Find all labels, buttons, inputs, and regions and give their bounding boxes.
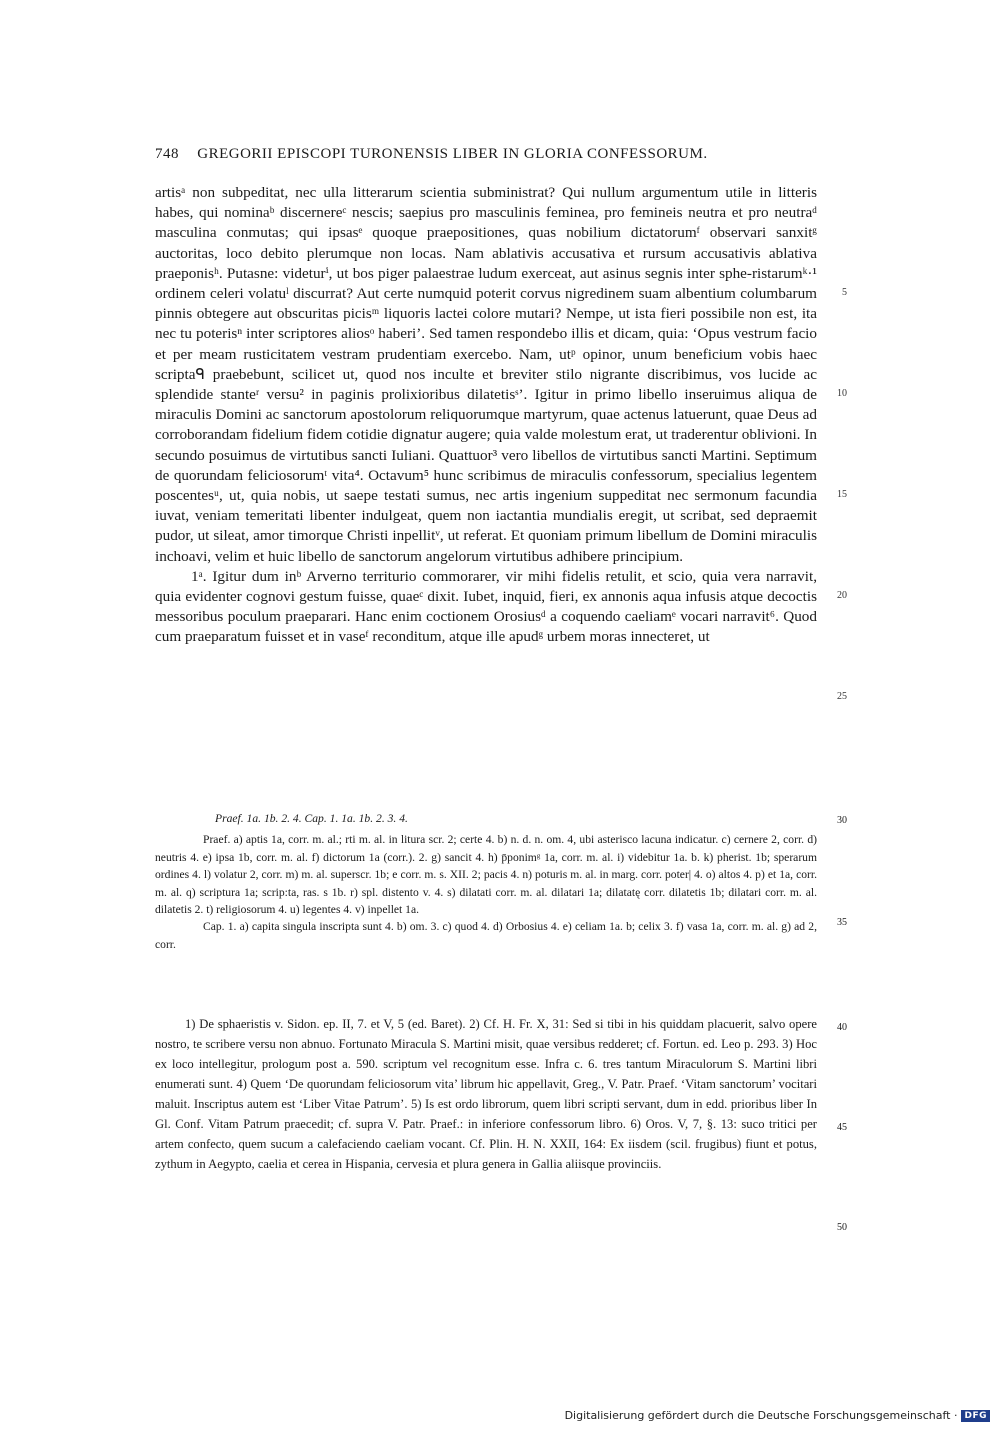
digitization-credit — [565, 1409, 990, 1422]
credit-text: Digitalisierung gefördert durch die Deutsche Forschungsgemeinschaft · — [564, 1409, 958, 1422]
critical-apparatus — [155, 810, 847, 953]
line-number: 5 — [842, 287, 847, 298]
footnotes — [155, 1014, 847, 1233]
apparatus-index-line: Praef. 1a. 1b. 2. 4. Cap. 1. 1a. 1b. 2. 3. 4. — [215, 812, 408, 825]
apparatus-cap: Cap. 1. a) capita singula inscripta sunt 4. b) om. 3. c) quod 4. d) Orbosius 4. e) celiam 1a. b; celix 3. f) vasa 1a, corr. m. al. g) ad 2, corr. — [155, 920, 817, 951]
page-number: 748 — [155, 146, 179, 162]
running-header — [155, 146, 775, 163]
line-number: 30 — [837, 815, 847, 826]
line-number: 45 — [837, 1122, 847, 1133]
chapter-1-paragraph: 1ᵃ. Igitur dum inᵇ Arverno territurio commorarer, vir mihi fidelis retulit, et scio, quia vera narravit, quia evidenter cognovi gestum fuisse, quaeᶜ dixit. Iubet, inquid, fieri, ex annonis aqua infusis atque decoctis messoribus poculum praeparari. Hanc enim coctionem Orosiusᵈ a coquendo caeliamᵉ vocari narravit⁶. Quod cum praeparatum fuisset et in vaseᶠ reconditum, atque ille apudᵍ urbem moras innecteret, ut — [155, 567, 817, 646]
line-number: 40 — [837, 1022, 847, 1033]
line-number: 50 — [837, 1222, 847, 1233]
line-number: 35 — [837, 917, 847, 928]
line-number: 10 — [837, 388, 847, 399]
line-number: 15 — [837, 489, 847, 500]
main-text — [155, 183, 847, 702]
prologue-paragraph: artisᵃ non subpeditat, nec ulla litterarum scientia subministrat? Qui nullum argumentum utile in litteris habes, qui nominaᵇ discernereᶜ nescis; saepius pro masculinis feminea, pro femineis neutra et pro neutraᵈ masculina conmutas; qui ipsasᵉ quoque praepositiones, quas nobilium dictatorumᶠ observari sanxitᵍ auctoritas, loco debito plerumque non locas. Nam ablativis accusativa et rursum accusativis ablativa praeponisʰ. Putasne: videturⁱ, ut bos piger palaestrae ludum exerceat, aut asinus segnis inter sphe-ristarumᵏ·¹ ordinem celeri volatuˡ discurrat? Aut certe numquid poterit corvus nigredinem suam albentium columbarum pinnis obtegere aut obscuritas picisᵐ liquoris lactei colore mutari? Nempe, ut ista fieri possibile non est, ita nec tu poterisⁿ inter scriptores aliosᵒ haberi’. Sed tamen respondebo illis et dicam, quia: ‘Opus vestrum facio et per meam rusticitatem vestram prudentiam exercebo. Nam, utᵖ opinor, unum beneficium vobis haec scriptaᑫ praebebunt, scilicet ut, quod nos inculte et breviter stilo nigrante discribimus, vos lucide ac splendide stanteʳ versu² in paginis prolixioribus dilatetisˢ’. Igitur in primo libello inseruimus aliqua de miraculis Domini ac sanctorum apostolorum reliquorumque martyrum, quae actenus latuerunt, quae Deus ad corroborandam fidelium fidem cotidie dignatur augere; quia valde molestum erat, ut traderentur oblivioni. In secundo posuimus de virtutibus sancti Iuliani. Quattuor³ vero libellos de virtutibus sancti Martini. Septimum de quorundam feliciosorumᵗ vita⁴. Octavum⁵ hunc scribimus de miraculis confessorum, specialius legentem poscentesᵘ, ut, quia nobis, ut saepe testati sumus, nec artis ingenium suppeditat nec sermonum facundia iuvat, veniam temeritati libenter indulgeat, quem non iactantia mundialis eregit, ut scribat, sed depraemit pudor, ut sileat, amor timorque Christi inpellitᵛ, ut referat. Et quoniam primum libellum de Domini miraculis inchoavi, velim et huic libello de sanctorum angelorum virtutibus adhibere principium. — [155, 184, 817, 565]
line-number: 20 — [837, 590, 847, 601]
footnotes-text: 1) De sphaeristis v. Sidon. ep. II, 7. et V, 5 (ed. Baret). 2) Cf. H. Fr. X, 31: Sed si tibi in his quiddam placuerit, salvo opere nostro, te scribere versu non abnuo. Fortunato Miracula S. Martini misit, quae versibus redderet; cf. Fortun. ed. Leo p. 293. 3) Hoc ex loco intellegitur, prologum post a. 590. scriptum vel recognitum esse. Infra c. 6. tres tantum Miraculorum S. Martini libri enumerati sunt. 4) Quem ‘De quorundam feliciosorum vita’ librum hic appellavit, Greg., V. Patr. Praef. ‘Vitam sanctorum’ vocitari maluit. Inscriptus autem est ‘Liber Vitae Patrum’. 5) Is est ordo librorum, quem libri scripti servant, dum in edd. prioribus liber In Gl. Conf. Vitam Patrum praecedit; cf. supra V. Patr. Praef.: in inferiore confessorum libro. 6) Oros. V, 7, §. 13: suco tritici per artem confecto, quem sucum a calefaciendo caeliam vocant. Cf. Plin. H. N. XXII, 164: Ex iisdem (scil. frugibus) fiunt et potus, zythum in Aegypto, caelia et cerea in Hispania, cervesia et plura genera in Gallia aliisque provinciis. — [155, 1017, 817, 1171]
line-number: 25 — [837, 691, 847, 702]
apparatus-praef: Praef. a) aptis 1a, corr. m. al.; rti m. al. in litura scr. 2; certe 4. b) n. d. n. om. 4, ubi asterisco lacuna indicatur. c) cernere 2, corr. d) neutris 4. e) ipsa 1b, corr. m. al. f) dictorum 1a (corr.). 2. g) sancit 4. h) p̄ponimᵍ 1a, corr. m. al. i) videbitur 1a. b. k) pherist. 1b; sperarum ordines 4. l) volatur 2, corr. m) m. al. superscr. 1b; e corr. m. s. XII. 2; pacis 4. n) poturis m. al. in marg. corr. poter| 4. o) altos 4. p) et 1a, corr. m. al. q) scriptura 1a; scrip:ta, ras. s 1b. r) spl. distento v. 4. s) dilatati corr. m. al. dilatari 1a; dilatatę corr. dilatetis 1b; dilatari corr. m. al. dilatetis 2. t) religiosorum 4. u) legentes 4. v) inpellet 1a. — [155, 833, 817, 917]
running-title: GREGORII EPISCOPI TURONENSIS LIBER IN GLORIA CONFESSORUM. — [197, 146, 708, 162]
dfg-logo: DFG — [961, 1410, 990, 1422]
